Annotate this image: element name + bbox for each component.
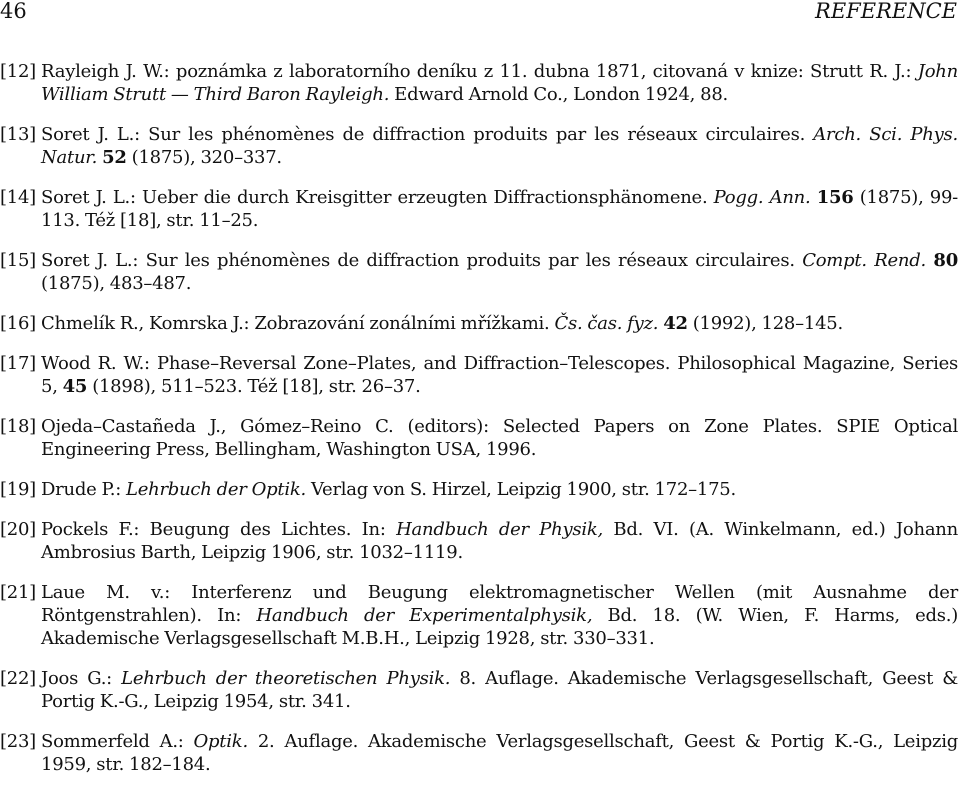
page-number: 46 [0, 0, 27, 23]
reference-text-segment: (1875), 99-113. Též [18], str. 11–25. [41, 187, 958, 231]
running-head: REFERENCE [815, 0, 957, 23]
reference-number: [20] [0, 519, 36, 540]
reference-entry [0, 478, 958, 501]
reference-text [41, 353, 958, 397]
reference-number: [23] [0, 731, 36, 752]
reference-entry [0, 352, 958, 398]
reference-text-segment: 8. Auflage. Akademische Verlagsgesellschaft, Geest & Portig K.-G., Leipzig 1954, str. 341. [41, 668, 958, 712]
reference-text-segment: Verlag von S. Hirzel, Leipzig 1900, str. 172–175. [305, 479, 736, 500]
reference-entry [0, 60, 958, 106]
reference-text-segment: Wood R. W.: Phase–Reversal Zone–Plates, and Diffraction–Telescopes. Philosophical Magazine, Series 5, [41, 353, 958, 397]
reference-text-segment: 45 [62, 376, 88, 397]
reference-text [41, 250, 958, 294]
reference-entry [0, 249, 958, 295]
reference-text-segment: Rayleigh J. W.: poznámka z laboratorního deníku z 11. dubna 1871, citovaná v knize: Strutt R. J.: [41, 61, 918, 82]
reference-number: [16] [0, 313, 36, 334]
reference-text-segment: 156 [816, 187, 854, 208]
reference-text-segment: (1992), 128–145. [687, 313, 843, 334]
reference-text-segment: (1898), 511–523. Též [18], str. 26–37. [87, 376, 421, 397]
reference-entry [0, 186, 958, 232]
reference-text-segment: 80 [933, 250, 958, 271]
reference-entry [0, 312, 958, 335]
reference-number: [17] [0, 353, 36, 374]
reference-text-segment: (1875), 320–337. [126, 147, 282, 168]
reference-number: [15] [0, 250, 36, 271]
reference-text-segment: Lehrbuch der theoretischen Physik. [121, 668, 451, 689]
reference-number: [19] [0, 479, 36, 500]
reference-text-segment: Edward Arnold Co., London 1924, 88. [389, 84, 729, 105]
reference-text-segment: Optik. [193, 731, 248, 752]
reference-text-segment: Joos G.: [41, 668, 122, 689]
reference-text [41, 416, 958, 460]
reference-text [41, 668, 958, 712]
reference-text [41, 519, 958, 563]
page-header [0, 0, 960, 30]
reference-text-segment: Arch. Sci. Phys. Natur. [41, 124, 958, 168]
reference-text-segment: Drude P.: [41, 479, 126, 500]
reference-number: [12] [0, 61, 36, 82]
reference-text [41, 187, 958, 231]
reference-text [41, 313, 843, 334]
reference-text-segment: Čs. čas. fyz. [554, 313, 659, 334]
reference-number: [18] [0, 416, 36, 437]
reference-text-segment: John William Strutt — Third Baron Rayleigh. [41, 61, 958, 105]
reference-list [0, 60, 958, 793]
reference-text-segment: Soret J. L.: Ueber die durch Kreisgitter erzeugten Diffractionsphänomene. [41, 187, 714, 208]
reference-text [41, 124, 958, 168]
reference-entry [0, 730, 958, 776]
reference-number: [22] [0, 668, 36, 689]
reference-text [41, 479, 736, 500]
reference-text-segment: Soret J. L.: Sur les phénomènes de diffraction produits par les réseaux circulaires. [41, 250, 803, 271]
reference-text-segment: Compt. Rend. [802, 250, 927, 271]
reference-text [41, 582, 958, 649]
reference-text-segment: Bd. VI. (A. Winkelmann, ed.) Johann Ambrosius Barth, Leipzig 1906, str. 1032–1119. [41, 519, 958, 563]
reference-entry [0, 518, 958, 564]
reference-entry [0, 667, 958, 713]
reference-text-segment: Sommerfeld A.: [41, 731, 194, 752]
reference-text-segment: 52 [102, 147, 127, 168]
reference-text-segment: 2. Auflage. Akademische Verlagsgesellschaft, Geest & Portig K.-G., Leipzig 1959, str. 182–184. [41, 731, 958, 775]
reference-number: [13] [0, 124, 36, 145]
reference-text-segment: (1875), 483–487. [41, 273, 192, 294]
reference-text-segment: Pogg. Ann. [713, 187, 811, 208]
reference-text-segment: Bd. 18. (W. Wien, F. Harms, eds.) Akademische Verlagsgesellschaft M.B.H., Leipzig 1928, str. 330–331. [41, 605, 959, 649]
reference-text-segment: Laue M. v.: Interferenz und Beugung elektromagnetischer Wellen (mit Ausnahme der Röntgenstrahlen). In: [41, 582, 958, 626]
reference-text-segment: Soret J. L.: Sur les phénomènes de diffraction produits par les réseaux circulaires. [41, 124, 814, 145]
reference-entry [0, 123, 958, 169]
reference-number: [21] [0, 582, 36, 603]
reference-entry [0, 581, 958, 650]
reference-text-segment: 42 [663, 313, 688, 334]
reference-text [41, 61, 958, 105]
reference-text-segment: Lehrbuch der Optik. [126, 479, 306, 500]
reference-text-segment: Handbuch der Experimentalphysik, [256, 605, 593, 626]
reference-text-segment: Pockels F.: Beugung des Lichtes. In: [41, 519, 397, 540]
reference-entry [0, 415, 958, 461]
reference-text-segment: Handbuch der Physik, [396, 519, 604, 540]
reference-text-segment: Ojeda–Castañeda J., Gómez–Reino C. (editors): Selected Papers on Zone Plates. SPIE Optical Engineering Press, Bellingham, Washington USA, 1996. [41, 416, 958, 460]
reference-text [41, 731, 958, 775]
reference-text-segment: Chmelík R., Komrska J.: Zobrazování zonálními mřížkami. [41, 313, 555, 334]
reference-number: [14] [0, 187, 36, 208]
